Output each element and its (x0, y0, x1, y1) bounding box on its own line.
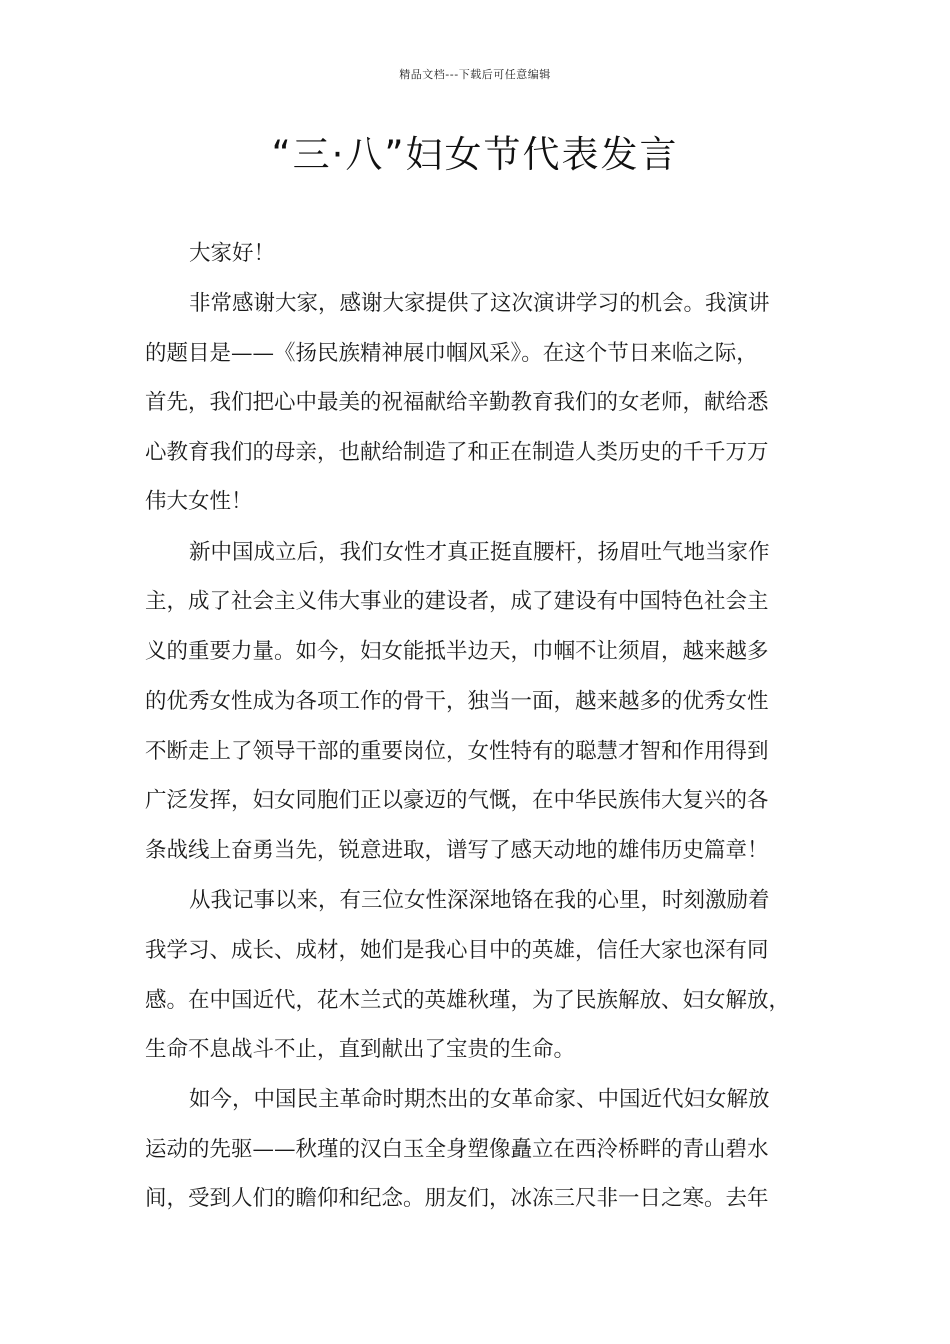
paragraph-line: 心教育我们的母亲，也献给制造了和正在制造人类历史的千千万万 (145, 440, 769, 465)
header-note: 精品文档---下载后可任意编辑 (399, 68, 551, 81)
paragraph-line: 间，受到人们的瞻仰和纪念。朋友们，冰冻三尺非一日之寒。去年 (145, 1186, 769, 1211)
paragraph-line: 大家好！ (189, 241, 276, 266)
paragraph-line: 的题目是——《扬民族精神展巾帼风采》。在这个节日来临之际， (145, 341, 758, 366)
paragraph-line: 不断走上了领导干部的重要岗位，女性特有的聪慧才智和作用得到 (145, 739, 769, 764)
paragraph-line: 新中国成立后，我们女性才真正挺直腰杆，扬眉吐气地当家作 (189, 540, 770, 565)
paragraph-line: 的优秀女性成为各项工作的骨干，独当一面，越来越多的优秀女性 (145, 689, 769, 714)
paragraph-line: 从我记事以来，有三位女性深深地铬在我的心里，时刻激励着 (189, 888, 770, 913)
paragraph-line: 首先，我们把心中最美的祝福献给辛勤教育我们的女老师，献给悉 (145, 390, 769, 415)
paragraph-line: 如今，中国民主革命时期杰出的女革命家、中国近代妇女解放 (189, 1087, 770, 1112)
paragraph-line: 义的重要力量。如今，妇女能抵半边天，巾帼不让须眉，越来越多 (145, 639, 769, 664)
paragraph-line: 广泛发挥，妇女同胞们正以豪迈的气慨，在中华民族伟大复兴的各 (145, 788, 769, 813)
paragraph-line: 条战线上奋勇当先，锐意进取，谱写了感天动地的雄伟历史篇章！ (145, 838, 769, 863)
page-title: “三·八”妇女节代表发言 (271, 133, 679, 176)
paragraph-line: 非常感谢大家，感谢大家提供了这次演讲学习的机会。我演讲 (189, 291, 770, 316)
paragraph-line: 感。在中国近代，花木兰式的英雄秋瑾，为了民族解放、妇女解放， (145, 988, 791, 1013)
paragraph-line: 我学习、成长、成材，她们是我心目中的英雄，信任大家也深有同 (145, 938, 769, 963)
paragraph-line: 运动的先驱——秋瑾的汉白玉全身塑像矗立在西泠桥畔的青山碧水 (145, 1137, 769, 1162)
paragraph-line: 伟大女性！ (145, 489, 253, 514)
paragraph-line: 生命不息战斗不止，直到献出了宝贵的生命。 (145, 1037, 576, 1062)
paragraph-line: 主，成了社会主义伟大事业的建设者，成了建设有中国特色社会主 (145, 589, 769, 614)
